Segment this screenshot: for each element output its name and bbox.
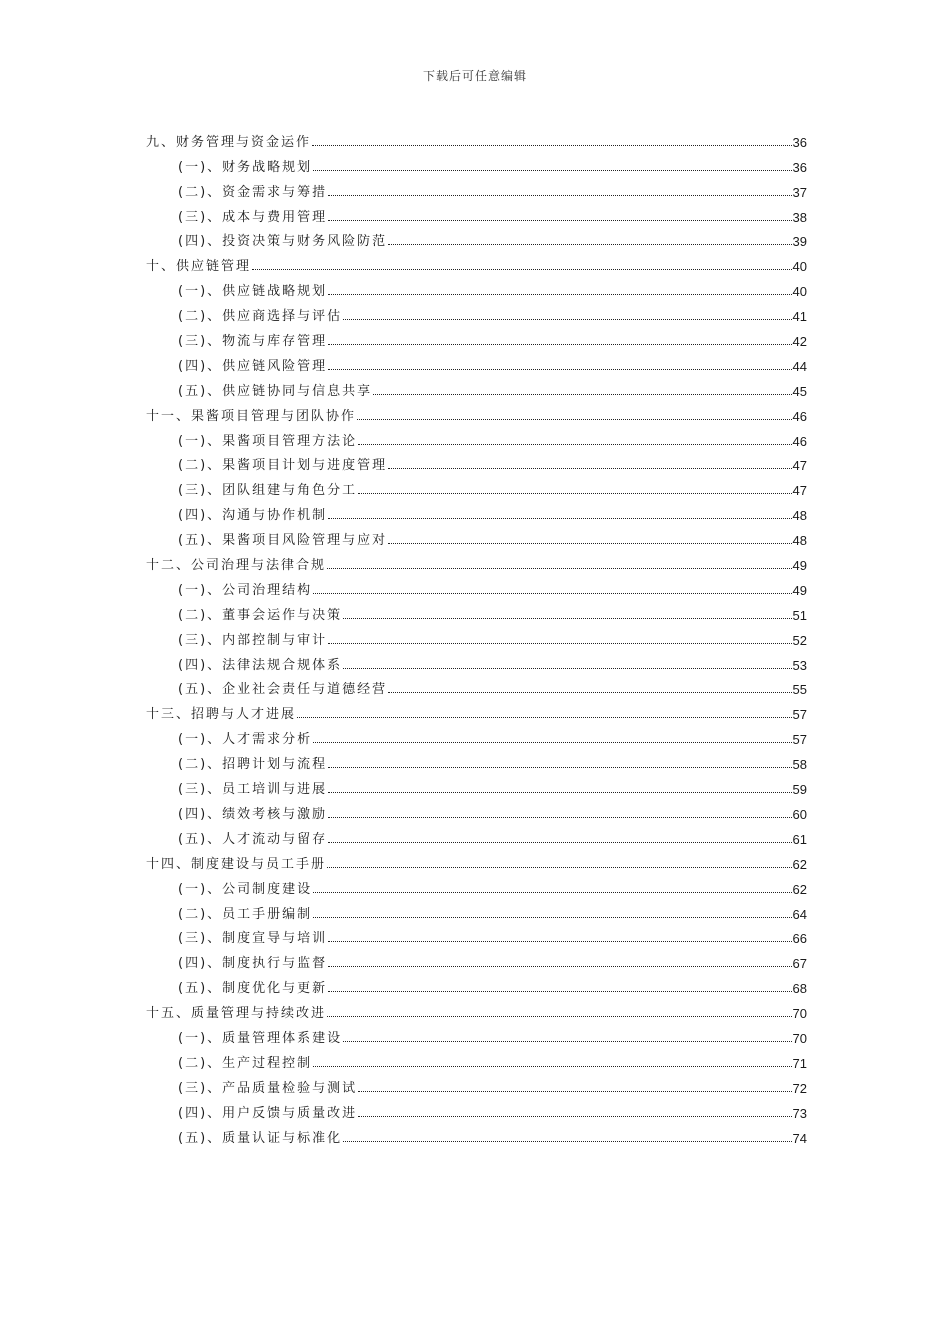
toc-dot-leader [358,1116,791,1117]
toc-entry-page-number: 44 [792,358,807,374]
toc-entry-title: (四)、投资决策与财务风险防范 [178,234,388,250]
toc-dot-leader [327,1016,792,1017]
toc-entry-page-number: 57 [792,707,807,723]
toc-section-entry[interactable] [146,899,807,924]
toc-entry-page-number: 46 [792,433,807,449]
toc-entry-title: (一)、人才需求分析 [178,732,313,748]
toc-chapter-entry[interactable] [146,849,807,874]
toc-entry-page-number: 70 [792,1006,807,1022]
toc-dot-leader [388,468,791,469]
toc-chapter-entry[interactable] [146,251,807,276]
toc-dot-leader [313,1066,791,1067]
toc-entry-title: (二)、果酱项目计划与进度管理 [178,458,388,474]
toc-entry-title: (二)、招聘计划与流程 [178,757,328,773]
toc-dot-leader [328,842,791,843]
toc-section-entry[interactable] [146,1048,807,1073]
toc-entry-title: (一)、财务战略规划 [178,159,313,175]
toc-entry-page-number: 64 [792,906,807,922]
toc-entry-page-number: 39 [792,234,807,250]
toc-entry-title: (三)、内部控制与审计 [178,632,328,648]
toc-dot-leader [327,568,792,569]
toc-entry-title: (五)、企业社会责任与道德经营 [178,682,388,698]
toc-entry-title: (二)、员工手册编制 [178,906,313,922]
toc-entry-title: (五)、人才流动与留存 [178,831,328,847]
toc-dot-leader [328,792,791,793]
toc-section-entry[interactable] [146,227,807,252]
toc-dot-leader [252,269,792,270]
toc-dot-leader [328,344,791,345]
toc-dot-leader [388,543,791,544]
toc-section-entry[interactable] [146,1073,807,1098]
toc-entry-page-number: 38 [792,209,807,225]
toc-section-entry[interactable] [146,1023,807,1048]
toc-dot-leader [313,593,791,594]
toc-entry-page-number: 49 [792,558,807,574]
toc-dot-leader [328,220,791,221]
toc-dot-leader [328,966,791,967]
toc-entry-page-number: 71 [792,1055,807,1071]
toc-chapter-entry[interactable] [146,699,807,724]
toc-dot-leader [312,145,792,146]
toc-entry-page-number: 61 [792,831,807,847]
toc-section-entry[interactable] [146,525,807,550]
toc-entry-title: 十五、质量管理与持续改进 [146,1006,327,1022]
toc-entry-page-number: 36 [792,159,807,175]
toc-entry-page-number: 47 [792,458,807,474]
toc-entry-title: (四)、制度执行与监督 [178,956,328,972]
toc-entry-title: (四)、绩效考核与激励 [178,806,328,822]
toc-section-entry[interactable] [146,500,807,525]
toc-dot-leader [328,369,791,370]
toc-entry-title: 十一、果酱项目管理与团队协作 [146,408,357,424]
toc-entry-title: (三)、团队组建与角色分工 [178,483,358,499]
toc-entry-page-number: 60 [792,806,807,822]
toc-dot-leader [388,692,791,693]
toc-chapter-entry[interactable] [146,401,807,426]
toc-entry-page-number: 70 [792,1030,807,1046]
toc-entry-title: (一)、果酱项目管理方法论 [178,433,358,449]
toc-dot-leader [357,419,792,420]
toc-dot-leader [328,941,791,942]
toc-section-entry[interactable] [146,575,807,600]
toc-entry-title: (五)、供应链协同与信息共享 [178,383,373,399]
toc-dot-leader [297,717,792,718]
toc-dot-leader [328,195,791,196]
toc-section-entry[interactable] [146,152,807,177]
toc-entry-page-number: 66 [792,931,807,947]
toc-dot-leader [343,668,791,669]
toc-section-entry[interactable] [146,650,807,675]
toc-section-entry[interactable] [146,451,807,476]
toc-section-entry[interactable] [146,351,807,376]
toc-entry-page-number: 53 [792,657,807,673]
toc-entry-page-number: 67 [792,956,807,972]
toc-entry-title: (五)、质量认证与标准化 [178,1130,343,1146]
toc-section-entry[interactable] [146,1123,807,1148]
toc-entry-page-number: 58 [792,757,807,773]
toc-dot-leader [313,742,791,743]
toc-entry-title: 十、供应链管理 [146,259,252,275]
toc-section-entry[interactable] [146,475,807,500]
toc-entry-page-number: 46 [792,408,807,424]
toc-entry-title: (二)、资金需求与筹措 [178,184,328,200]
toc-dot-leader [313,917,791,918]
toc-dot-leader [343,1141,791,1142]
toc-entry-page-number: 37 [792,184,807,200]
toc-section-entry[interactable] [146,426,807,451]
toc-section-entry[interactable] [146,824,807,849]
toc-dot-leader [313,170,791,171]
toc-section-entry[interactable] [146,774,807,799]
toc-chapter-entry[interactable] [146,998,807,1023]
toc-entry-title: 十二、公司治理与法律合规 [146,558,327,574]
page-header: 下载后可任意编辑 [422,69,527,83]
toc-entry-title: (五)、制度优化与更新 [178,981,328,997]
toc-entry-title: (三)、成本与费用管理 [178,209,328,225]
toc-entry-page-number: 59 [792,782,807,798]
toc-dot-leader [358,1091,791,1092]
toc-dot-leader [328,991,791,992]
toc-entry-page-number: 62 [792,881,807,897]
toc-dot-leader [343,319,791,320]
toc-entry-title: (一)、公司制度建设 [178,881,313,897]
toc-dot-leader [343,618,791,619]
toc-entry-title: (三)、制度宣导与培训 [178,931,328,947]
toc-entry-title: 十四、制度建设与员工手册 [146,856,327,872]
toc-section-entry[interactable] [146,948,807,973]
toc-entry-title: (五)、果酱项目风险管理与应对 [178,533,388,549]
toc-entry-title: (二)、生产过程控制 [178,1055,313,1071]
toc-entry-title: (三)、产品质量检验与测试 [178,1080,358,1096]
toc-dot-leader [327,867,792,868]
toc-section-entry[interactable] [146,799,807,824]
toc-entry-page-number: 40 [792,284,807,300]
toc-section-entry[interactable] [146,202,807,227]
toc-section-entry[interactable] [146,724,807,749]
toc-entry-page-number: 42 [792,334,807,350]
toc-dot-leader [328,643,791,644]
toc-entry-title: (一)、公司治理结构 [178,582,313,598]
toc-section-entry[interactable] [146,276,807,301]
toc-entry-page-number: 55 [792,682,807,698]
toc-dot-leader [358,444,791,445]
toc-section-entry[interactable] [146,749,807,774]
toc-entry-title: (四)、供应链风险管理 [178,358,328,374]
toc-entry-page-number: 49 [792,582,807,598]
table-of-contents [146,127,807,1148]
toc-entry-title: 九、财务管理与资金运作 [146,134,312,150]
toc-dot-leader [343,1041,791,1042]
toc-entry-page-number: 48 [792,508,807,524]
toc-entry-page-number: 48 [792,533,807,549]
toc-section-entry[interactable] [146,874,807,899]
toc-entry-page-number: 57 [792,732,807,748]
toc-section-entry[interactable] [146,177,807,202]
toc-dot-leader [358,493,791,494]
toc-entry-page-number: 73 [792,1105,807,1121]
toc-entry-page-number: 47 [792,483,807,499]
toc-dot-leader [328,767,791,768]
toc-chapter-entry[interactable] [146,127,807,152]
toc-section-entry[interactable] [146,600,807,625]
toc-entry-page-number: 62 [792,856,807,872]
toc-entry-title: (三)、物流与库存管理 [178,334,328,350]
toc-entry-title: (三)、员工培训与进展 [178,782,328,798]
toc-entry-page-number: 36 [792,134,807,150]
toc-dot-leader [328,817,791,818]
toc-section-entry[interactable] [146,301,807,326]
toc-entry-title: (二)、供应商选择与评估 [178,309,343,325]
toc-section-entry[interactable] [146,924,807,949]
toc-entry-title: (四)、用户反馈与质量改进 [178,1105,358,1121]
toc-section-entry[interactable] [146,973,807,998]
toc-entry-page-number: 72 [792,1080,807,1096]
toc-dot-leader [328,294,791,295]
toc-section-entry[interactable] [146,625,807,650]
toc-dot-leader [373,394,791,395]
toc-entry-page-number: 40 [792,259,807,275]
toc-entry-page-number: 68 [792,981,807,997]
toc-entry-title: (四)、法律法规合规体系 [178,657,343,673]
toc-chapter-entry[interactable] [146,550,807,575]
toc-section-entry[interactable] [146,326,807,351]
toc-entry-title: (一)、质量管理体系建设 [178,1030,343,1046]
toc-dot-leader [313,892,791,893]
toc-entry-page-number: 52 [792,632,807,648]
toc-dot-leader [388,244,791,245]
toc-entry-page-number: 51 [792,607,807,623]
toc-entry-page-number: 74 [792,1130,807,1146]
toc-entry-title: (一)、供应链战略规划 [178,284,328,300]
toc-entry-page-number: 45 [792,383,807,399]
toc-entry-title: (二)、董事会运作与决策 [178,607,343,623]
toc-entry-title: 十三、招聘与人才进展 [146,707,297,723]
toc-entry-page-number: 41 [792,309,807,325]
toc-section-entry[interactable] [146,675,807,700]
toc-dot-leader [328,518,791,519]
toc-section-entry[interactable] [146,1098,807,1123]
toc-section-entry[interactable] [146,376,807,401]
toc-entry-title: (四)、沟通与协作机制 [178,508,328,524]
